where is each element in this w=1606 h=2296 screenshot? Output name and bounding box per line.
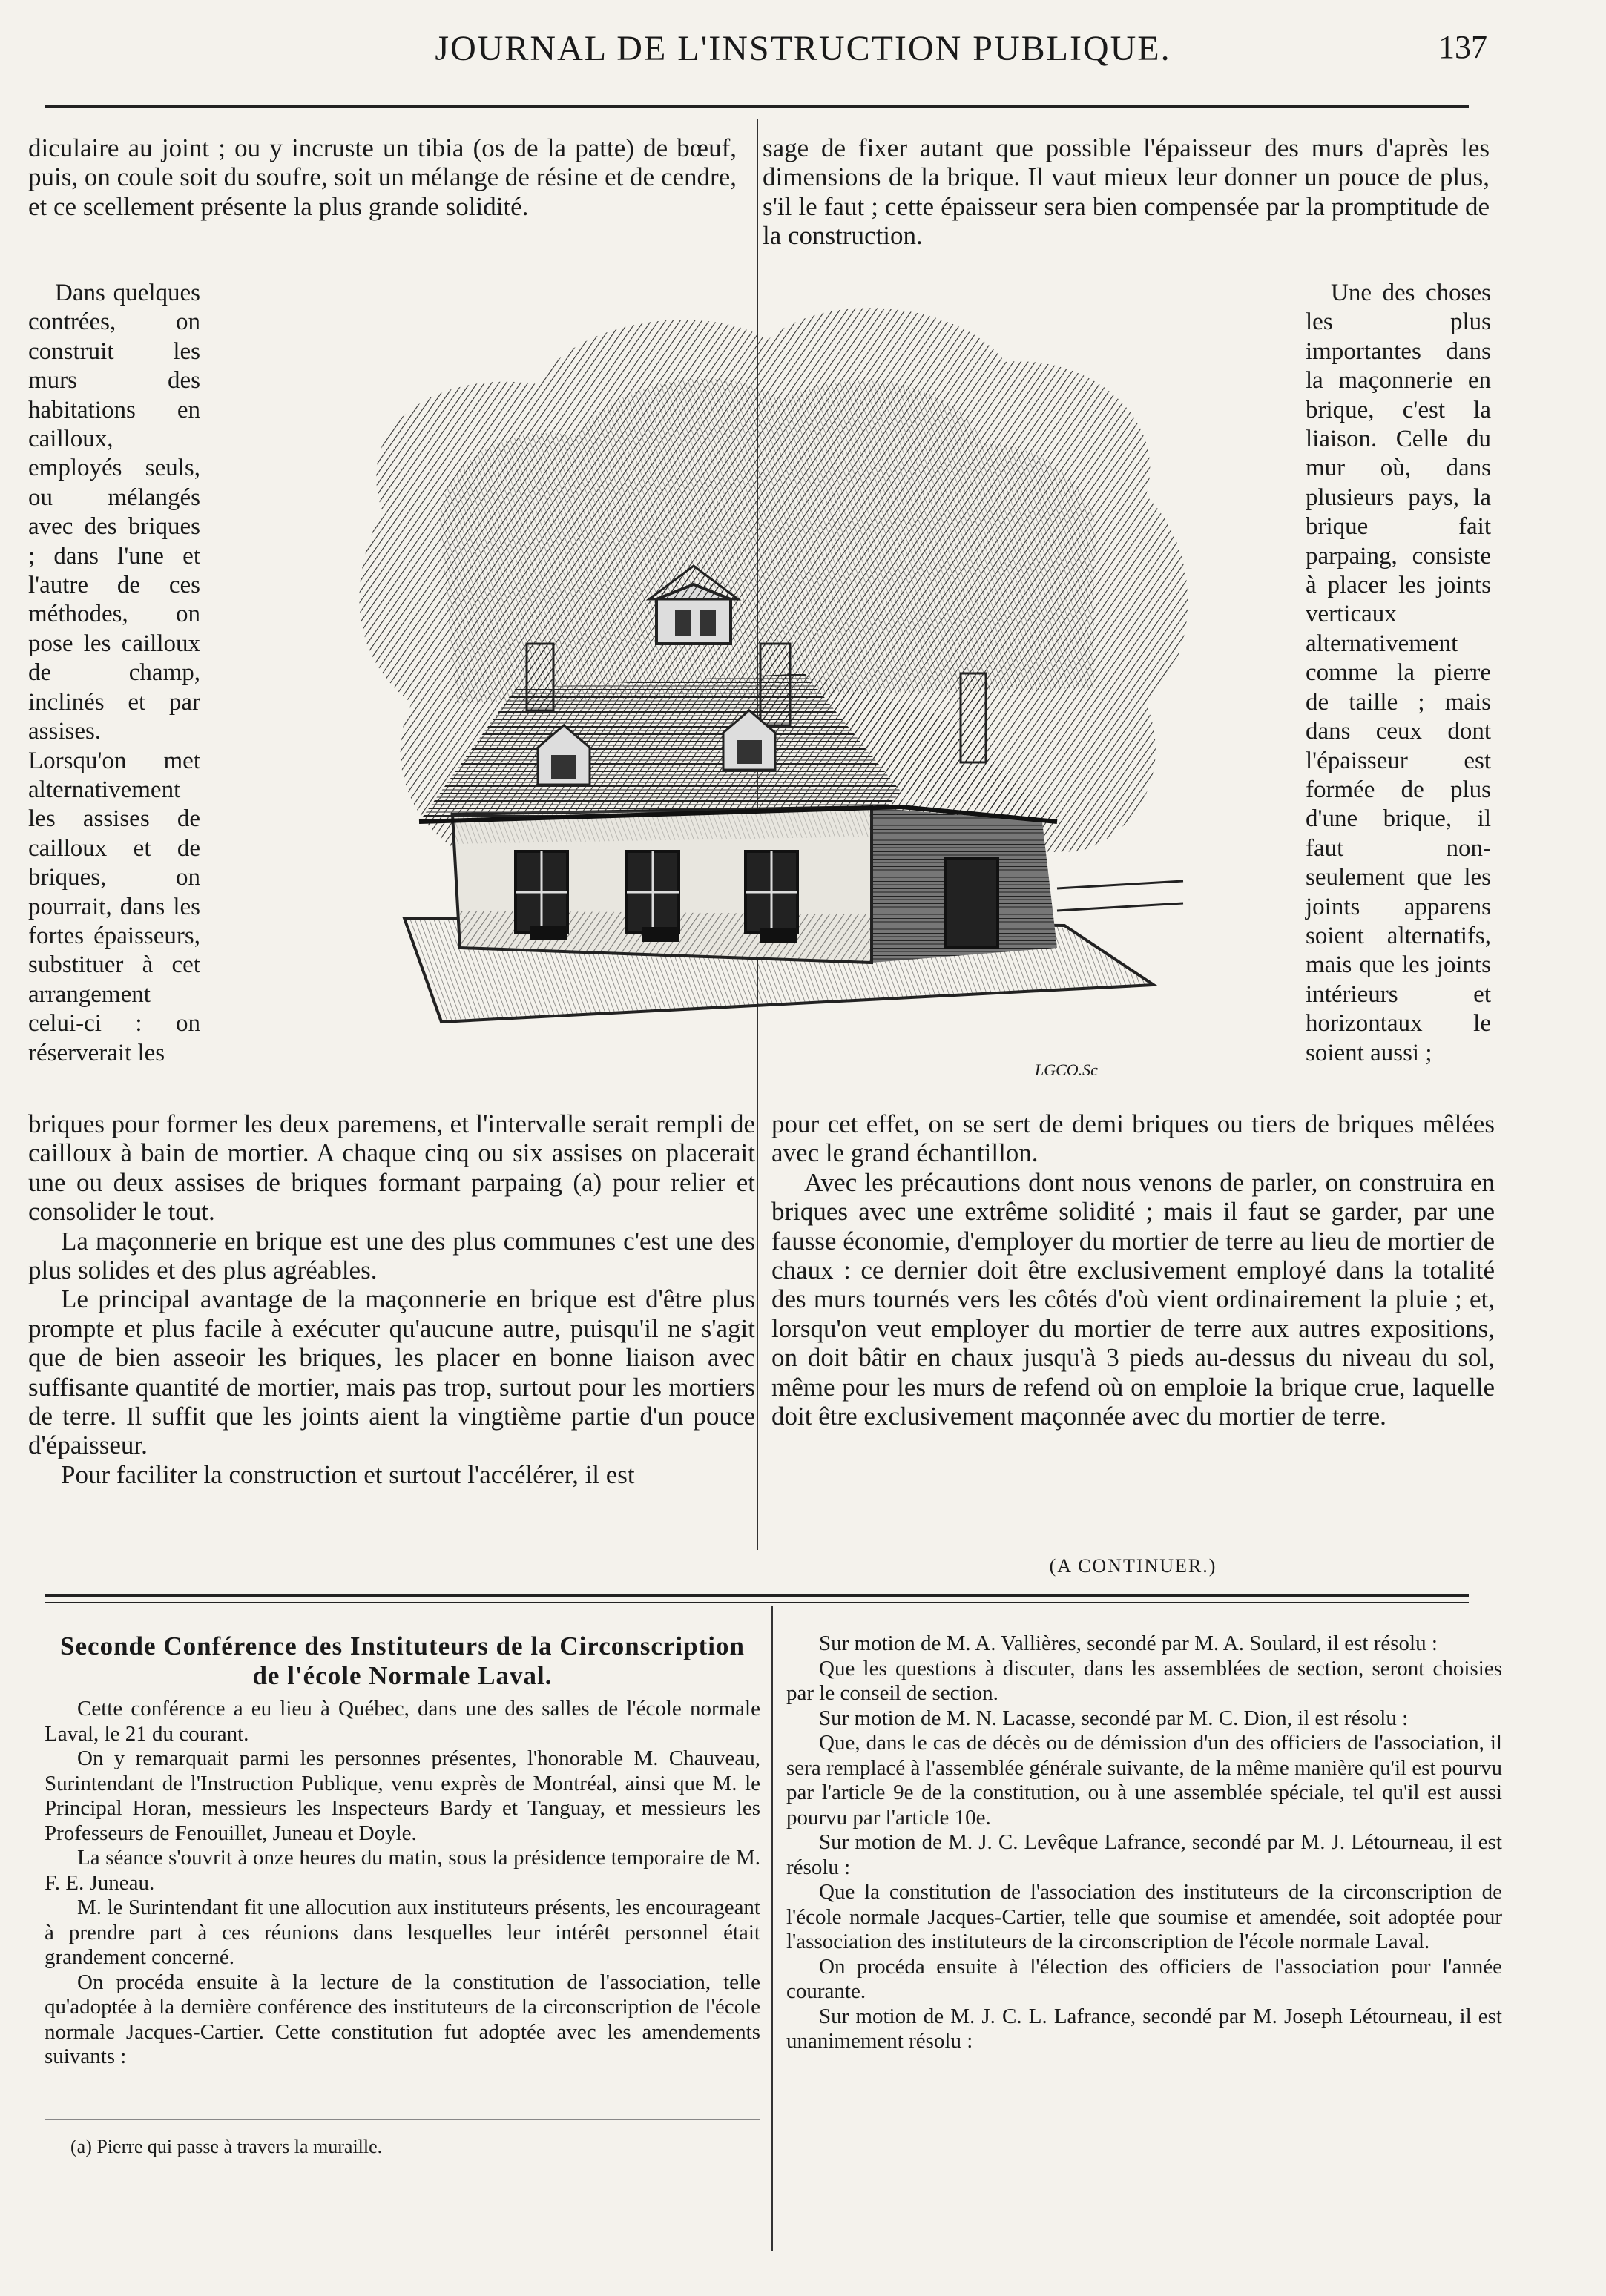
section-rule (45, 1594, 1469, 1597)
footnote-text: (a) Pierre qui passe à travers la muraille. (70, 2136, 383, 2157)
col1-top-text: diculaire au joint ; ou y incruste un tibia (os de la patte) de bœuf, puis, on coule soit du soufre, soit un mélange de résine et de cendre, et ce scellement présente la plus grande solidité. (28, 133, 737, 221)
section-right-p5: Sur motion de M. J. C. Levêque Lafrance, secondé par M. J. Létourneau, il est résolu : (786, 1830, 1502, 1879)
section-right-p7: On procéda ensuite à l'élection des officiers de l'association pour l'année courante. (786, 1954, 1502, 2003)
section-right-p6: Que la constitution de l'association des instituteurs de la circonscription de l'école normale Jacques-Cartier, telle que soumise et amendée, soit adoptée pour l'association des instituteurs de la circonscription de l'école normale Laval. (786, 1880, 1502, 1953)
section-right-p1: Sur motion de M. A. Vallières, secondé par M. A. Soulard, il est résolu : (819, 1632, 1438, 1655)
footnote (70, 2134, 760, 2160)
journal-title: JOURNAL DE L'INSTRUCTION PUBLIQUE. (435, 29, 1171, 68)
section-right (786, 1632, 1502, 2054)
col2-narrow (1306, 279, 1491, 1068)
section-right-p8: Sur motion de M. J. C. L. Lafrance, secondé par M. Joseph Létourneau, il est unanimement résolu : (786, 2004, 1502, 2053)
section-left-p3: La séance s'ouvrit à onze heures du matin, sous la présidence temporaire de M. F. E. Juneau. (45, 1846, 760, 1895)
col2-p1: pour cet effet, on se sert de demi briques ou tiers de briques mêlées avec le grand échantillon. (771, 1109, 1495, 1168)
col1-narrow (28, 279, 200, 1068)
section-left-body (45, 1697, 760, 2070)
section-right-p3: Sur motion de M. N. Lacasse, secondé par M. C. Dion, il est résolu : (819, 1706, 1409, 1730)
section-right-p2: Que les questions à discuter, dans les assemblées de section, seront choisies par le conseil de section. (786, 1656, 1502, 1705)
section-rule-thin (45, 1602, 1469, 1603)
col1-body (28, 1109, 755, 1489)
engraver-signature: LGCO.Sc (1035, 1060, 1098, 1079)
footnote-rule (45, 2119, 760, 2120)
to-be-continued (771, 1551, 1495, 1580)
col1-p3: Le principal avantage de la maçonnerie en brique est d'être plus prompte et plus facile à exécuter qu'aucune autre, puisqu'il ne s'agit que de bien asseoir les briques, les placer en bonne liaison avec suffisante quantité de mortier, mais pas trop, surtout pour les mortiers de terre. Il suffit que les joints aient la vingtième partie d'un pouce d'épaisseur. (28, 1284, 755, 1460)
house-engraving (293, 273, 1250, 1104)
section-divider (771, 1606, 773, 2251)
header-rule (45, 105, 1469, 108)
section-title: Seconde Conférence des Instituteurs de la Circonscription de l'école Normale Laval. (60, 1632, 745, 1690)
col1-top (28, 133, 737, 221)
col1-p4: Pour faciliter la construction et surtout l'accélérer, il est (61, 1459, 635, 1489)
section-right-p4: Que, dans le cas de décès ou de démission d'un des officiers de l'association, il sera remplacé à l'assemblée générale suivante, de la même manière qu'il est pourvu par l'article 9e de la constitution, ou à une assemblée spéciale, tel qu'il est aussi pourvu par l'article 10e. (786, 1731, 1502, 1830)
section-left-p5: On procéda ensuite à la lecture de la constitution de l'association, telle qu'adoptée à la dernière conférence des instituteurs de la circonscription de l'école normale Jacques-Cartier. Cette constitution fut adoptée avec les amendements suivants : (45, 1970, 760, 2068)
col2-body (771, 1109, 1495, 1431)
house-illustration (293, 273, 1250, 1104)
section-left-p4: M. le Surintendant fit une allocution aux instituteurs présents, les encourageant à prendre part à ces réunions dans lesquelles leur intérêt personnel était grandement concerné. (45, 1896, 760, 1969)
section-left-p2: On y remarquait parmi les personnes présentes, l'honorable M. Chauveau, Surintendant de l'Instruction Publique, venu exprès de Montréal, ainsi que M. le Principal Horan, messieurs les Inspecteurs Bardy et Tanguay, et messieurs les Professeurs de Fenouillet, Juneau et Doyle. (45, 1746, 760, 1845)
col2-narrow-text: Une des choses les plus importantes dans la maçonnerie en brique, c'est la liaison. Celle du mur où, dans plusieurs pays, la brique fait parpaing, consiste à placer les joints verticaux alternativement comme la pierre de taille ; mais dans ceux dont l'épaisseur est formée de plus d'une brique, il faut non-seulement que les joints apparens soient alternatifs, mais que les joints intérieurs et horizontaux le soient aussi ; (1306, 280, 1491, 1066)
col2-top-text: sage de fixer autant que possible l'épaisseur des murs d'après les dimensions de la brique. Il vaut mieux leur donner un pouce de plus, s'il le faut ; cette épaisseur sera bien compensée par la promptitude de la construction. (763, 133, 1490, 251)
col2-top (763, 133, 1490, 251)
section-left (45, 1632, 760, 2070)
col1-p2: La maçonnerie en brique est une des plus communes c'est une des plus solides et des plus agréables. (28, 1226, 755, 1285)
section-left-p1: Cette conférence a eu lieu à Québec, dans une des salles de l'école normale Laval, le 21 du courant. (45, 1697, 760, 1746)
col1-p1: briques pour former les deux paremens, et l'intervalle serait rempli de cailloux à bain de mortier. A chaque cinq ou six assises on placerait une ou deux assises de briques formant parpaing (a) pour relier et consolider le tout. (28, 1109, 755, 1227)
col1-narrow-text: Dans quelques contrées, on construit les murs des habitations en cailloux, employés seuls, ou mélangés avec des briques ; dans l'une et l'autre de ces méthodes, on pose les cailloux de champ, inclinés et par assises. Lorsqu'on met alternativement les assises de cailloux et de briques, on pourrait, dans les fortes épaisseurs, substituer à cet arrangement celui-ci : on réserverait les (28, 280, 200, 1066)
col2-p2: Avec les précautions dont nous venons de parler, on construira en briques avec une extrême solidité ; mais il faut se garder, par une fausse économie, d'employer du mortier de terre au lieu de mortier de chaux : ce dernier doit être exclusivement employé dans la totalité des murs tournés vers les côtés d'où vient ordinairement la pluie ; et, lorsqu'on veut employer du mortier de terre aux autres expositions, on doit bâtir en chaux jusqu'à 3 pieds au-dessus du niveau du sol, même pour les murs de refend où on emploie la brique crue, laquelle doit être exclusivement maçonnée avec du mortier de terre. (771, 1167, 1495, 1431)
to-be-continued-text: (A CONTINUER.) (1049, 1555, 1217, 1577)
page-number: 137 (1438, 29, 1487, 65)
